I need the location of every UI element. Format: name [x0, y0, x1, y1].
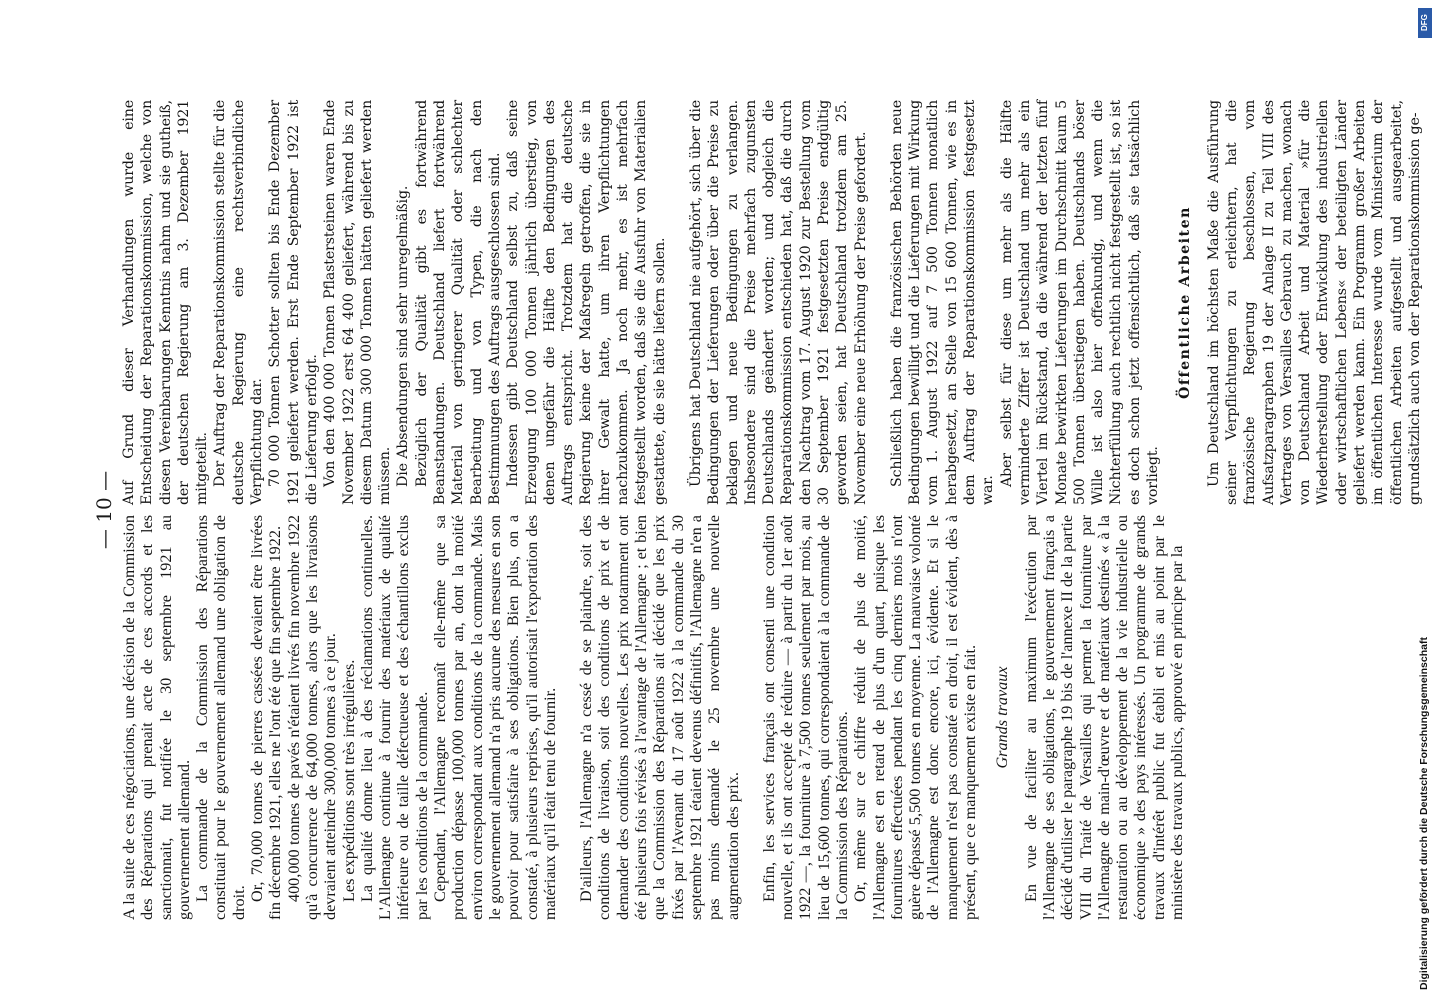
paragraph: Cependant, l'Allemagne reconnaît elle-même que sa production dépasse 100,000 tonnes par an, dont la moitié environ correspondant aux conditions de la commande. Mais le gouvernement allemand n'a pris aucune des mesures en son pouvoir pour satisfaire à ses obligations. Bien plus, on a constaté, à plusieurs reprises, qu'il autorisait l'exportation des matériaux qu'il était tenu de fournir. [431, 515, 559, 920]
paragraph: Um Deutschland im höchsten Maße die Ausführung seiner Verpflichtungen zu erleichtern, hat die französische Regierung beschlossen, vom Aufsatzparagraphen 19 der Anlage II zu Teil VIII des Vertrages von Versailles Gebrauch zu machen, wonach von Deutschland Arbeit und Material »für die Wiederherstellung oder Entwicklung des industriellen oder wirtschaftlichen Lebens« der beteiligten Länder geliefert werden kann. Ein Programm großer Arbeiten im öffentlichen Interesse wurde vom Ministerium der öffentlichen Arbeiten aufgestellt und ausgearbeitet, grundsätzlich auch von der Reparationskommission ge- [1205, 100, 1423, 505]
paragraph: Indessen gibt Deutschland selbst zu, daß seine Erzeugung 100 000 Tonnen jährlich überstieg, von denen ungefähr die Hälfte den Bedingungen des Auftrags entspricht. Trotzdem hat die deutsche Regierung keine der Maßregeln getroffen, die sie in ihrer Gewalt hatte, um ihren Verpflichtungen nachzukommen. Ja noch mehr, es ist mehrfach festgestellt worden, daß sie die Ausfuhr von Materialien gestattete, die sie hätte liefern sollen. [505, 100, 668, 505]
paragraph: La qualité donne lieu à des réclamations continuelles. L'Allemagne continue à fournir des matériaux de qualité inférieure ou de taille défectueuse et des échantillons exclus par les conditions de la commande. [357, 515, 431, 920]
paragraph: Schließlich haben die französischen Behörden neue Bedingungen bewilligt und die Lieferungen mit Wirkung vom 1. August 1922 auf 7 500 Tonnen monatlich herabgesetzt, an Stelle von 15 600 Tonnen, wie es in dem Auftrag der Reparationskommission festgesetzt war. [888, 100, 997, 505]
paragraph: La commande de la Commission des Réparations constituait pour le gouvernement allemand une obligation de droit. [193, 515, 248, 920]
paragraph: Aber selbst für diese um mehr als die Hälfte verminderte Ziffer ist Deutschland um mehr als ein Viertel im Rückstand, da die während der letzten fünf Monate bewirkten Lieferungen im Durchschnitt kaum 5 500 Tonnen überstiegen haben. Deutschlands böser Wille ist also hier offenkundig, und wenn die Nichterfüllung auch rechtlich nicht festgestellt ist, so ist es doch schon jetzt offensichtlich, daß sie tatsächlich vorliegt. [998, 100, 1162, 505]
paragraph: Die Absendungen sind sehr unregelmäßig. [395, 185, 412, 487]
paragraph: Der Auftrag der Reparationskommission stellte für die deutsche Regierung eine rechtsverbindliche Verpflichtung dar. [212, 100, 266, 505]
paragraph: A la suite de ces négociations, une décision de la Commission des Réparations qui prenait acte de ces accords et les sanctionnait, fut notifiée le 30 septembre 1921 au gouvernement allemand. [120, 515, 193, 920]
document-page [90, 80, 1423, 940]
paragraph: En vue de faciliter au maximum l'exécution par l'Allemagne de ses obligations, le gouvernement français a décidé d'utiliser le paragraphe 19 bis de l'annexe II de la partie VIII du Traité de Versailles qui permet la fourniture par l'Allemagne de main-d'œuvre et de matériaux destinés « à la restauration ou au développement de la vie industrielle ou économique » des pays intéressés. Un programme de grands travaux d'intérêt public fut établi et mis au point par le ministère des travaux publics, approuvé en principe par la [1021, 515, 1187, 920]
section-heading: Grands travaux [993, 666, 1012, 769]
paragraph: Auf Grund dieser Verhandlungen wurde eine Entscheidung der Reparationskommission, welche von diesen Vereinbarungen Kenntnis nahm und sie gutheiß, der deutschen Regierung am 3. Dezember 1921 mitgeteilt. [121, 100, 211, 505]
section-heading: Öffentliche Arbeiten [1177, 206, 1194, 399]
paragraph: 400,000 tonnes de pavés n'étaient livrés fin novembre 1922 qu'à concurrence de 64,000 tonnes, alors que les livraisons devraient atteindre 300,000 tonnes à ce jour. [284, 515, 340, 920]
paragraph: 70 000 Tonnen Schotter sollten bis Ende Dezember 1921 geliefert werden. Erst Ende September 1922 ist die Lieferung erfolgt. [267, 100, 320, 505]
paragraph: Les expéditions sont très irrégulières. [339, 659, 358, 902]
dfg-logo: DFG [1418, 8, 1432, 38]
paragraph: Or, 70,000 tonnes de pierres cassées devaient être livrées fin décembre 1921, elles ne l'ont été que fin septembre 1922. [248, 515, 285, 920]
paragraph: Bezüglich der Qualität gibt es fortwährend Beanstandungen. Deutschland liefert fortwährend Material von geringerer Qualität oder schlechter Bearbeitung und von Typen, die nach den Bestimmungen des Auftrags ausgeschlossen sind. [413, 100, 503, 505]
paragraph: Übrigens hat Deutschland nie aufgehört, sich über die Bedingungen der Lieferungen oder über die Preise zu beklagen und neue Bedingungen zu verlangen. Insbesondere sind die Preise mehrfach zugunsten Deutschlands geändert worden; und obgleich die Reparationskommission entschieden hat, daß die durch den Nachtrag vom 17. August 1920 zur Bestellung vom 30 September 1921 festgesetzten Preise endgültig geworden seien, hat Deutschland trotzdem am 25. November eine neue Erhöhung der Preise gefordert. [687, 100, 869, 505]
paragraph: D'ailleurs, l'Allemagne n'a cessé de se plaindre, soit des conditions de livraison, soit des conditions de prix et de demander des conditions nouvelles. Les prix notamment ont été plusieurs fois révisés à l'avantage de l'Allemagne ; et bien que la Commission des Réparations ait décidé que les prix fixés par l'Avenant du 17 août 1922 à la commande du 30 septembre 1921 étaient devenus définitifs, l'Allemagne n'en a pas moins demandé le 25 novembre une nouvelle augmentation des prix. [577, 515, 742, 920]
text-columns [120, 100, 1423, 920]
paragraph: Or, même sur ce chiffre réduit de plus de moitié, l'Allemagne est en retard de plus d'un quart, puisque les fournitures effectuées pendant les cinq derniers mois n'ont guère dépassé 5,500 tonnes en moyenne. La mauvaise volonté de l'Allemagne est donc encore, ici, évidente. Et si le manquement n'est pas constaté en droit, il est évident, dès à présent, que ce manquement existe en fait. [851, 515, 980, 920]
german-column [120, 100, 1423, 505]
paragraph: Von den 400 000 Tonnen Pflastersteinen waren Ende November 1922 erst 64 400 geliefert, während bis zu diesem Datum 300 000 Tonnen hätten geliefert werden müssen. [322, 100, 394, 505]
digitization-credit: Digitalisierung gefördert durch die Deutsche Forschungsgemeinschaft [1418, 637, 1430, 990]
french-column [120, 515, 1187, 920]
page-number: — 10 — [92, 470, 116, 550]
paragraph: Enfin, les services français ont consenti une condition nouvelle, et ils ont accepté de réduire — à partir du 1er août 1922 —, la fourniture à 7,500 tonnes seulement par mois, au lieu de 15,600 tonnes, qui correspondaient à la commande de la Commission des Réparations. [759, 515, 851, 920]
